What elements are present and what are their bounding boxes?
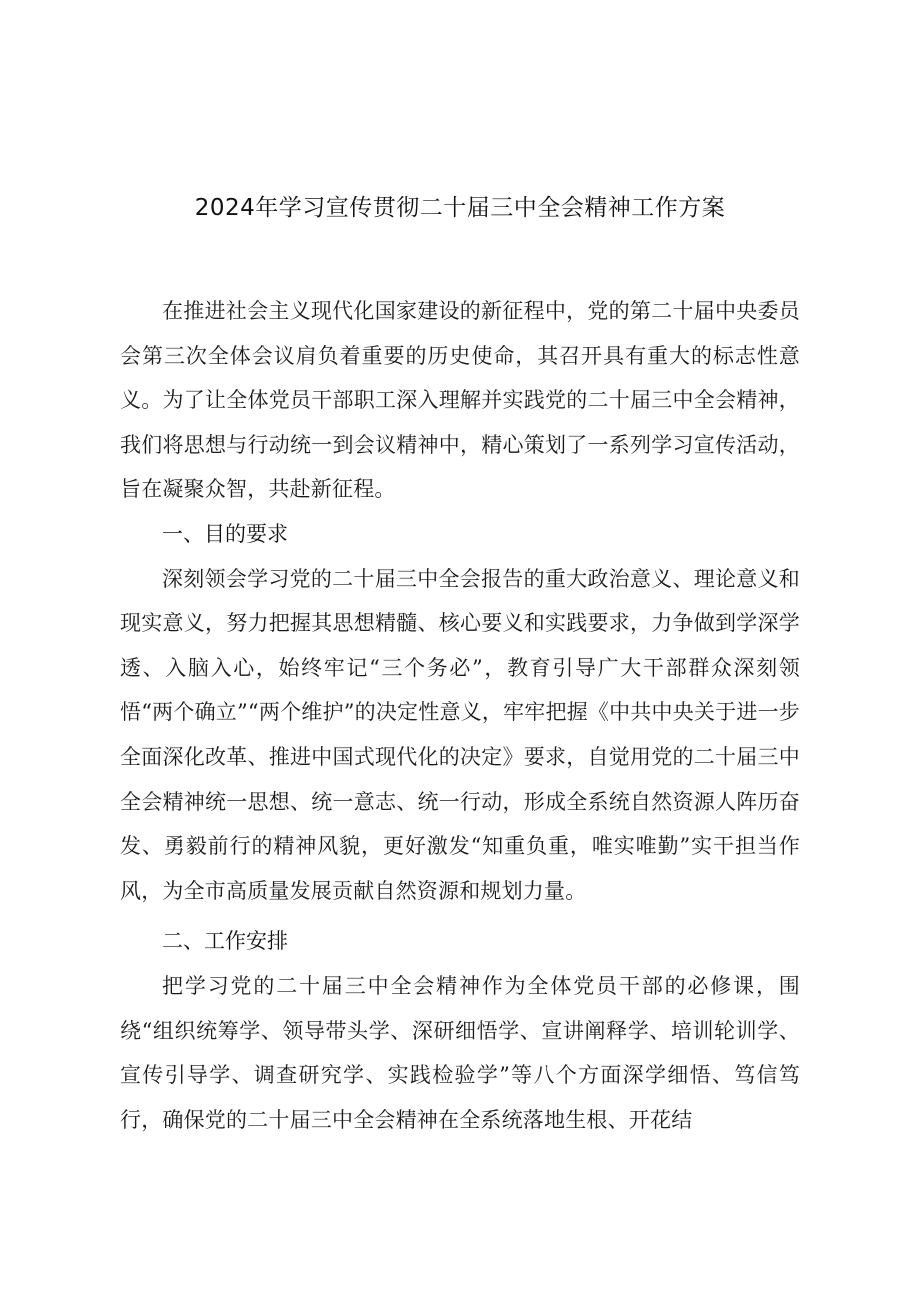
document-body [120,289,800,1142]
section-paragraph-arrangement: 把学习党的二十届三中全会精神作为全体党员干部的必修课，围绕“组织统筹学、领导带头学、深研细悟学、宣讲阐释学、培训轮训学、宣传引导学、调查研究学、实践检验学”等八个方面深学细悟、笃信笃行，确保党的二十届三中全会精神在全系统落地生根、开花结 [120,973,800,1132]
section-heading-arrangement: 二、工作安排 [162,929,288,954]
intro-paragraph: 在推进社会主义现代化国家建设的新征程中，党的第二十届中央委员会第三次全体会议肩负着重要的历史使命，其召开具有重大的标志性意义。为了让全体党员干部职工深入理解并实践党的二十届三中全会精神，我们将思想与行动统一到会议精神中，精心策划了一系列学习宣传活动，旨在凝聚众智，共赴新征程。 [120,299,800,502]
section-paragraph-purpose: 深刻领会学习党的二十届三中全会报告的重大政治意义、理论意义和现实意义，努力把握其思想精髓、核心要义和实践要求，力争做到学深学透、入脑入心，始终牢记“三个务必”，教育引导广大干部群众深刻领悟“两个确立”“两个维护”的决定性意义，牢牢把握《中共中央关于进一步全面深化改革、推进中国式现代化的决定》要求，自觉用党的二十届三中全会精神统一思想、统一意志、统一行动，形成全系统自然资源人阵历奋发、勇毅前行的精神风貌，更好激发“知重负重，唯实唯勤”实干担当作风，为全市高质量发展贡献自然资源和规划力量。 [120,566,800,903]
document-title: 2024年学习宣传贯彻二十届三中全会精神工作方案 [194,195,726,221]
section-heading-purpose: 一、目的要求 [162,521,288,546]
